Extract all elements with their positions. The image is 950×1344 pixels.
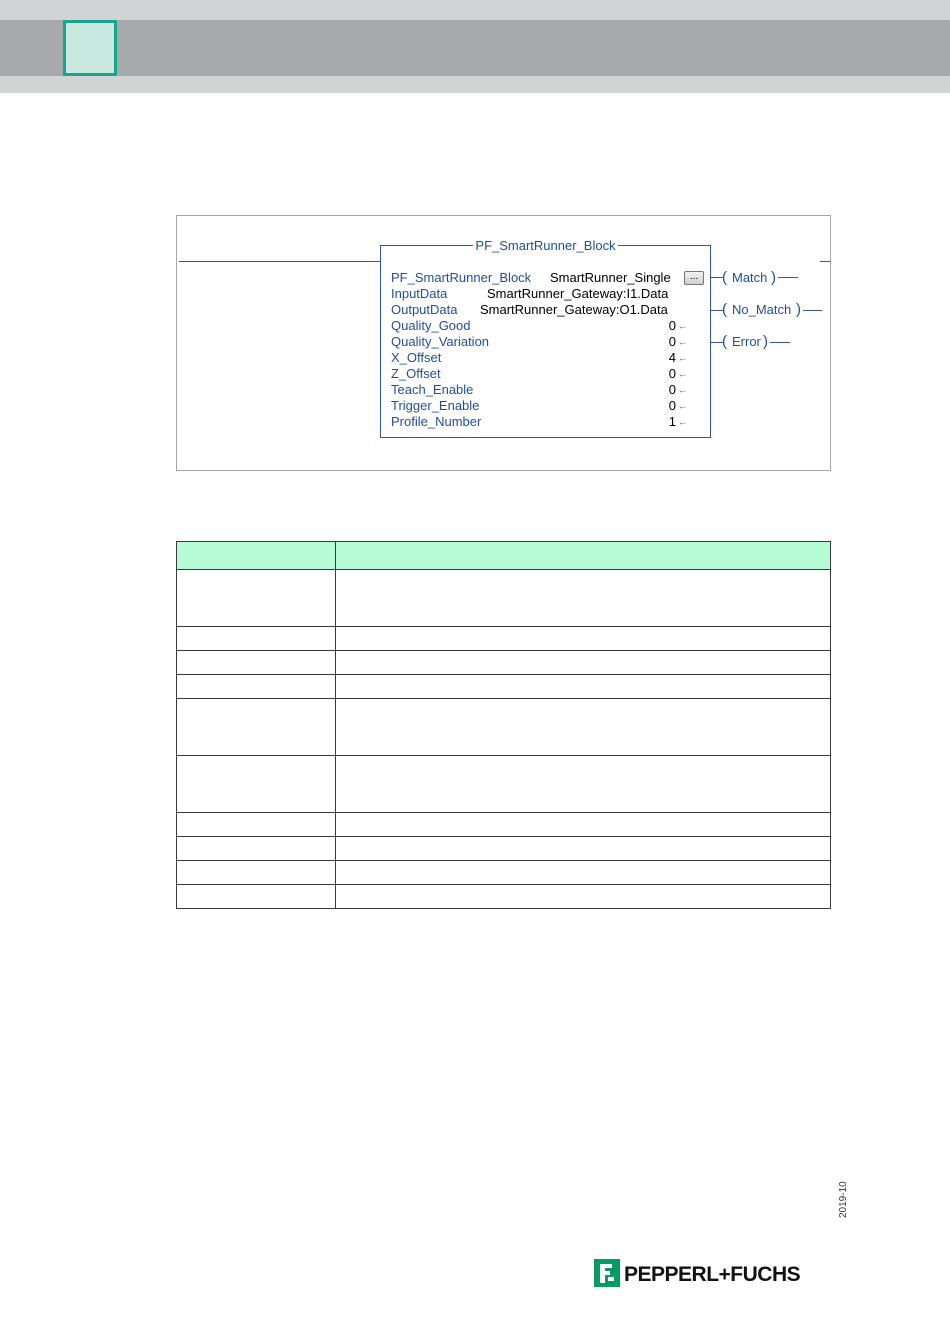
- output-coil-error[interactable]: Error: [732, 334, 761, 349]
- output-coil-match[interactable]: Match: [732, 270, 768, 285]
- coil-close-icon: ): [763, 333, 768, 350]
- coil-wire: [778, 277, 798, 278]
- param-value: SmartRunner_Gateway:I1.Data: [487, 286, 669, 301]
- document-date: 2019-10: [838, 1181, 849, 1218]
- param-value[interactable]: 0: [668, 398, 676, 413]
- coil-open-icon: (: [722, 269, 727, 286]
- table-cell: [336, 813, 831, 837]
- table-cell: [336, 861, 831, 885]
- table-row: [177, 813, 831, 837]
- table-cell: [336, 675, 831, 699]
- param-name: Teach_Enable: [391, 382, 474, 397]
- coil-close-icon: ): [796, 301, 801, 318]
- header-bar: [0, 20, 950, 76]
- pepperl-fuchs-logo-icon: [594, 1259, 620, 1287]
- arrow-left-icon: ←: [678, 337, 687, 347]
- param-value: SmartRunner_Single: [550, 270, 671, 285]
- table-cell: [177, 861, 336, 885]
- param-value[interactable]: 4: [668, 350, 676, 365]
- coil-open-icon: (: [722, 333, 727, 350]
- header-bottom-strip: [0, 76, 950, 93]
- param-value[interactable]: 0: [668, 334, 676, 349]
- arrow-left-icon: ←: [678, 321, 687, 331]
- table-row: [177, 861, 831, 885]
- coil-open-icon: (: [722, 301, 727, 318]
- table-cell: [177, 813, 336, 837]
- param-name: Z_Offset: [391, 366, 441, 381]
- brand-logo-text: PEPPERL+FUCHS: [624, 1263, 801, 1286]
- table-cell: [336, 699, 831, 756]
- param-value[interactable]: 0: [668, 318, 676, 333]
- table-header-cell: [336, 542, 831, 570]
- table-cell: [336, 651, 831, 675]
- arrow-left-icon: ←: [678, 369, 687, 379]
- rung-wire-left: [179, 261, 380, 262]
- table-cell: [336, 837, 831, 861]
- arrow-left-icon: ←: [678, 401, 687, 411]
- table-row: [177, 885, 831, 909]
- param-name: Quality_Variation: [391, 334, 490, 349]
- coil-wire: [803, 310, 822, 311]
- table-header-cell: [177, 542, 336, 570]
- param-value[interactable]: 0: [668, 366, 676, 381]
- arrow-left-icon: ←: [678, 385, 687, 395]
- param-value: SmartRunner_Gateway:O1.Data: [480, 302, 668, 317]
- param-name: PF_SmartRunner_Block: [391, 270, 532, 285]
- param-name: Quality_Good: [391, 318, 471, 333]
- browse-button[interactable]: ...: [684, 271, 704, 285]
- param-name: Profile_Number: [391, 414, 482, 429]
- param-value[interactable]: 1: [668, 414, 676, 429]
- param-name: InputData: [391, 286, 448, 301]
- function-block-title: PF_SmartRunner_Block: [475, 238, 616, 253]
- table-cell: [336, 756, 831, 813]
- table-cell: [177, 570, 336, 627]
- table-cell: [177, 837, 336, 861]
- table-cell: [177, 675, 336, 699]
- rung-wire-right: [820, 261, 830, 262]
- table-row: [177, 675, 831, 699]
- param-name: Trigger_Enable: [391, 398, 480, 413]
- table-row: [177, 651, 831, 675]
- table-header-row: [177, 542, 831, 570]
- header-top-strip: [0, 0, 950, 20]
- chapter-marker: [63, 20, 117, 76]
- table-cell: [177, 651, 336, 675]
- param-name: OutputData: [391, 302, 458, 317]
- coil-wire: [770, 342, 790, 343]
- table-row: [177, 570, 831, 627]
- parameter-table: [176, 541, 831, 909]
- coil-close-icon: ): [771, 269, 776, 286]
- table-cell: [336, 570, 831, 627]
- table-row: [177, 627, 831, 651]
- table-cell: [336, 627, 831, 651]
- table-cell: [177, 885, 336, 909]
- param-name: X_Offset: [391, 350, 442, 365]
- table-cell: [336, 885, 831, 909]
- table-cell: [177, 627, 336, 651]
- output-coil-no-match[interactable]: No_Match: [732, 302, 792, 317]
- table-row: [177, 756, 831, 813]
- param-value[interactable]: 0: [668, 382, 676, 397]
- table-cell: [177, 756, 336, 813]
- arrow-left-icon: ←: [678, 417, 687, 427]
- arrow-left-icon: ←: [678, 353, 687, 363]
- table-cell: [177, 699, 336, 756]
- table-row: [177, 699, 831, 756]
- table-row: [177, 837, 831, 861]
